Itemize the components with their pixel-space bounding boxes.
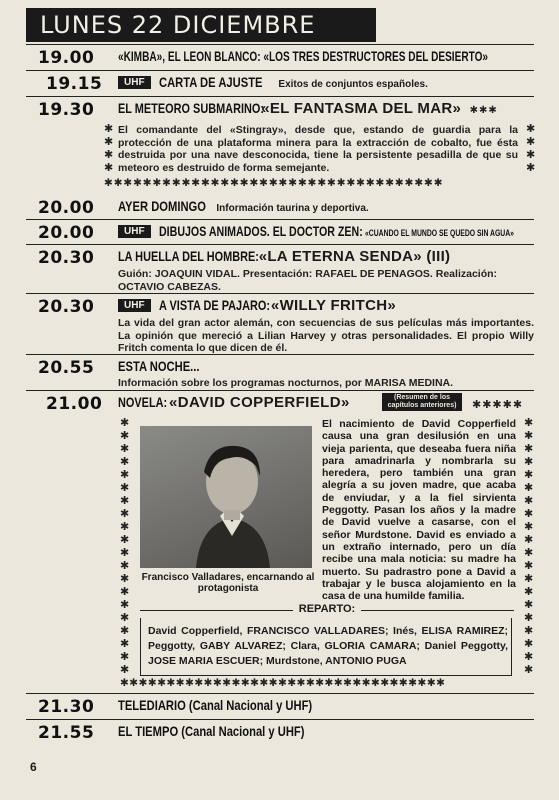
listing-2100-header: [26, 394, 536, 414]
listing-2030-vista-pajaro: [26, 297, 536, 353]
listing-time: 19.00: [38, 48, 95, 68]
listing-subtitle: Exitos de conjuntos españoles.: [278, 79, 428, 90]
actor-photo: [140, 426, 312, 568]
divider: [26, 70, 534, 71]
listing-title: «EL FANTASMA DEL MAR»: [261, 100, 462, 117]
listing-title: ESTA NOCHE...: [118, 358, 200, 374]
portrait-illustration: [140, 426, 312, 568]
listing-title: EL TIEMPO (Canal Nacional y UHF): [118, 723, 305, 739]
listing-time: 20.55: [38, 358, 95, 378]
divider: [26, 693, 534, 694]
listing-time: 20.30: [38, 297, 95, 317]
uhf-badge: UHF: [118, 225, 151, 238]
star-column-left: ✱ ✱ ✱ ✱ ✱ ✱ ✱ ✱ ✱ ✱ ✱ ✱ ✱ ✱ ✱ ✱ ✱ ✱ ✱ ✱: [120, 416, 130, 676]
listing-2155: [26, 723, 536, 741]
listing-description: El nacimiento de David Copperfield causa una gran desilusión en una vieja parienta, que deseaba fuera niña para amadrinarla y nombrarla su heredera, pero también una gran alegría a su joven madre, que acaba de enviudar, y a la fiel sirvienta Peggotty. Pasan los años y la madre de David vuelve a casarse, con el señor Murdstone. David es enviado a un extraño internado, pero un día recibe una mala noticia: su madre ha muerto. Su padrastro pone a David a trabajar y le busca alojamiento en la casa de una humilde familia.: [322, 418, 516, 603]
divider: [26, 219, 534, 220]
listing-2000-ayer-domingo: [26, 198, 536, 216]
listing-title: «DAVID COPPERFIELD»: [169, 394, 350, 411]
listing-subtitle: «CUANDO EL MUNDO SE QUEDO SIN AGUA»: [364, 228, 514, 238]
listing-time: 20.30: [38, 248, 95, 268]
divider: [26, 293, 534, 294]
listing-description: La vida del gran actor alemán, con secuencias de sus películas más importantes. La opinión que mereció a Lilian Harvey y otras personalidades. El propio Willy Fritch comenta lo que dicen de él.: [118, 317, 534, 354]
star-divider: ✱✱✱✱✱✱✱✱✱✱✱✱✱✱✱✱✱✱✱✱✱✱✱✱✱✱✱✱✱✱✱✱✱✱✱: [120, 677, 446, 689]
reparto-heading-text: REPARTO:: [293, 603, 361, 615]
divider: [26, 354, 534, 355]
listing-title: CARTA DE AJUSTE: [158, 74, 263, 90]
page-number: 6: [30, 760, 37, 774]
listing-time: 20.00: [38, 198, 95, 218]
listing-2000-dibujos: [26, 223, 536, 241]
listing-description: Información sobre los programas nocturnos, por MARISA MEDINA.: [118, 377, 454, 389]
uhf-badge: UHF: [118, 299, 151, 312]
listing-1915: [26, 74, 536, 92]
divider: [26, 390, 534, 391]
divider: [26, 96, 534, 97]
divider: [26, 244, 534, 245]
listing-title: «KIMBA», EL LEON BLANCO: «LOS TRES DESTRUCTORES DEL DESIERTO»: [118, 48, 489, 64]
listing-time: 20.00: [38, 223, 95, 243]
listing-title: TELEDIARIO (Canal Nacional y UHF): [118, 697, 313, 713]
listing-2055: [26, 358, 536, 390]
divider: [26, 44, 534, 45]
divider: [26, 719, 534, 720]
listing-title: «WILLY FRITCH»: [270, 297, 396, 314]
uhf-badge: UHF: [118, 76, 151, 89]
listing-time: 19.30: [38, 100, 95, 120]
star-divider: ✱✱✱✱✱✱✱✱✱✱✱✱✱✱✱✱✱✱✱✱✱✱✱✱✱✱✱✱✱✱✱✱✱✱✱: [104, 177, 444, 189]
listing-1900: [26, 48, 536, 66]
listing-title-prefix: A VISTA DE PAJARO:: [158, 297, 270, 313]
star-column-right: ✱ ✱ ✱ ✱: [526, 122, 536, 174]
listing-time: 21.00: [46, 394, 103, 414]
star-column-right: ✱ ✱ ✱ ✱ ✱ ✱ ✱ ✱ ✱ ✱ ✱ ✱ ✱ ✱ ✱ ✱ ✱ ✱ ✱ ✱: [524, 416, 534, 676]
listing-title: «LA ETERNA SENDA» (III): [258, 248, 451, 265]
listing-2130: [26, 697, 536, 715]
photo-caption: Francisco Valladares, encarnando al protagonista: [141, 572, 315, 594]
listing-title: AYER DOMINGO: [118, 198, 206, 214]
listing-title: DIBUJOS ANIMADOS. EL DOCTOR ZEN:: [158, 223, 363, 239]
listing-description: El comandante del «Stingray», desde que, estando de guardia para la protección de una plataforma minera para la extracción de cobalto, fue ésta destruida por una nave desconocida, tiene la persistente pesadilla de que su meteoro es destruido de forma semejante.: [118, 124, 518, 174]
listing-time: 21.55: [38, 723, 95, 743]
title-stars: ✱✱✱: [469, 105, 498, 116]
listing-time: 19.15: [46, 74, 103, 94]
listing-subtitle: Información taurina y deportiva.: [216, 203, 369, 214]
recap-note: (Resumen de los capítulos anteriores): [382, 393, 462, 411]
date-header: LUNES 22 DICIEMBRE: [26, 8, 376, 42]
listing-title-prefix: EL METEORO SUBMARINO:: [118, 100, 265, 116]
listing-description: Guión: JOAQUIN VIDAL. Presentación: RAFAEL DE PENAGOS. Realización: OCTAVIO CABEZAS.: [118, 268, 498, 293]
reparto-cast: David Copperfield, FRANCISCO VALLADARES; Inés, ELISA RAMIREZ; Peggotty, GABY ALVAREZ; Clara, GLORIA CAMARA; Daniel Peggotty, JOSE MARIA ESCUER; Murdstone, ANTONIO PUGA: [148, 625, 508, 667]
listing-time: 21.30: [38, 697, 95, 717]
listing-1930: [26, 100, 536, 192]
reparto-heading: [140, 603, 514, 615]
star-column-left: ✱ ✱ ✱ ✱: [104, 122, 114, 174]
listing-title-prefix: NOVELA:: [118, 394, 168, 410]
listing-2030-huella: [26, 248, 536, 293]
listing-title-prefix: LA HUELLA DEL HOMBRE:: [118, 248, 259, 264]
title-stars: ✱✱✱✱✱: [472, 398, 524, 411]
